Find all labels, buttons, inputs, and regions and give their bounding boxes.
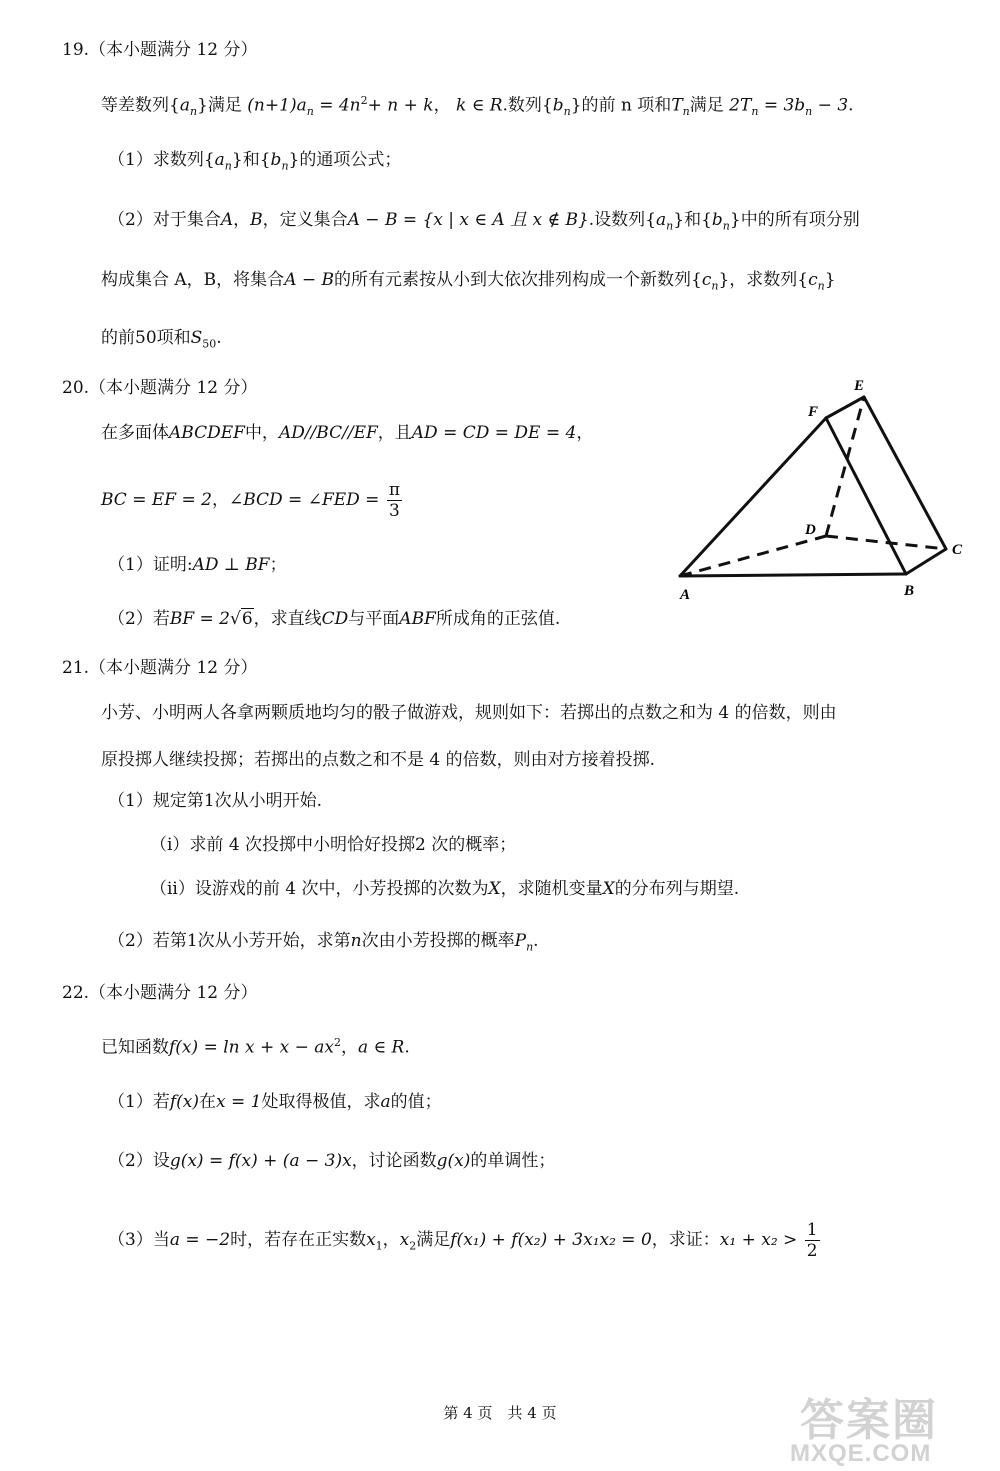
q21-part1-i: （i）求前 4 次投掷中小明恰好投掷2 次的概率； bbox=[150, 835, 517, 855]
q19-part2-line1: （2）对于集合A，B，定义集合A − B = {x | x ∈ A 且 x ∉ B}.设数列$\{a_n\}$和$\{b_n\}$中的所有项分别 bbox=[108, 210, 860, 233]
label-A: A bbox=[680, 587, 691, 603]
one-half-fraction: $\frac{1}{2}$ bbox=[806, 1220, 818, 1261]
watermark-url: MXQE.COM bbox=[790, 1440, 932, 1467]
q19-header: 19.（本小题满分 12 分） bbox=[62, 40, 258, 60]
q22-part3: （3）当a = −2时，若存在正实数$x_1$，$x_2$满足f(x₁) + f(x₂) + 3x₁x₂ = 0，求证：x₁ + x₂ > $\frac{1}{2}$ bbox=[108, 1220, 818, 1261]
q19-part2-line2: 构成集合 A，B，将集合A − B的所有元素按从小到大依次排列构成一个新数列$\{c_n\}$，求数列$\{c_n\}$ bbox=[101, 270, 836, 293]
q20-part1: （1）证明:AD ⊥ BF； bbox=[108, 555, 287, 575]
q20-stem-line2: BC = EF = 2，∠BCD = ∠FED = $\frac{\pi}{3}$ bbox=[101, 480, 401, 521]
q20-stem-line1: 在多面体ABCDEF中，AD//BC//EF，且AD = CD = DE = 4， bbox=[101, 423, 594, 443]
q21-part1: （1）规定第1次从小明开始. bbox=[108, 791, 323, 811]
q19-part2-line3: 的前50项和$S_{50}$. bbox=[101, 328, 222, 351]
label-B: B bbox=[904, 583, 915, 599]
hidden-edge-DE bbox=[826, 397, 864, 536]
page-footer: 第 4 页 共 4 页 bbox=[443, 1404, 557, 1422]
polyhedron-figure bbox=[660, 370, 980, 610]
label-E: E bbox=[854, 378, 865, 394]
q21-stem-line1: 小芳、小明两人各拿两颗质地均匀的骰子做游戏，规则如下：若掷出的点数之和为 4 的倍数，则由 bbox=[101, 703, 837, 723]
q22-stem: 已知函数$f(x) = \ln x + x - ax^2$，a ∈ R. bbox=[101, 1036, 410, 1058]
q21-header: 21.（本小题满分 12 分） bbox=[62, 658, 258, 678]
label-C: C bbox=[952, 542, 963, 558]
watermark-logo: 答案圈 bbox=[800, 1396, 938, 1445]
label-D: D bbox=[805, 522, 816, 538]
edge-BC bbox=[906, 549, 946, 574]
edge-AB bbox=[680, 574, 906, 576]
pi-over-3-fraction: $\frac{\pi}{3}$ bbox=[388, 480, 401, 521]
q20-header: 20.（本小题满分 12 分） bbox=[62, 378, 258, 398]
edge-AF bbox=[680, 418, 826, 576]
q21-part2: （2）若第1次从小芳开始，求第n次由小芳投掷的概率$P_n$. bbox=[108, 931, 539, 954]
q22-header: 22.（本小题满分 12 分） bbox=[62, 983, 258, 1003]
hidden-edge-AD bbox=[680, 536, 826, 576]
q22-part1: （1）若f(x)在x = 1处取得极值，求a的值； bbox=[108, 1092, 442, 1112]
label-F: F bbox=[808, 404, 819, 420]
edge-EC bbox=[864, 397, 946, 549]
q21-part1-ii: （ii）设游戏的前 4 次中，小芳投掷的次数为X，求随机变量X的分布列与期望. bbox=[150, 879, 740, 899]
q19-stem: 等差数列$\{a_n\}$满足 $(n+1)a_n = 4n^2+ n + k$， k ∈ R.数列$\{b_n\}$的前 n 项和$T_n$满足 $2T_n = 3b_n - 3$. bbox=[101, 94, 854, 119]
q20-part2: （2）若BF = 2√6，求直线CD与平面ABF所成角的正弦值. bbox=[108, 609, 561, 629]
q21-stem-line2: 原投掷人继续投掷；若掷出的点数之和不是 4 的倍数，则由对方接着投掷. bbox=[101, 750, 656, 770]
q19-part1: （1）求数列$\{a_n\}$和$\{b_n\}$的通项公式； bbox=[108, 150, 402, 173]
q22-part2: （2）设g(x) = f(x) + (a − 3)x，讨论函数g(x)的单调性； bbox=[108, 1151, 556, 1171]
